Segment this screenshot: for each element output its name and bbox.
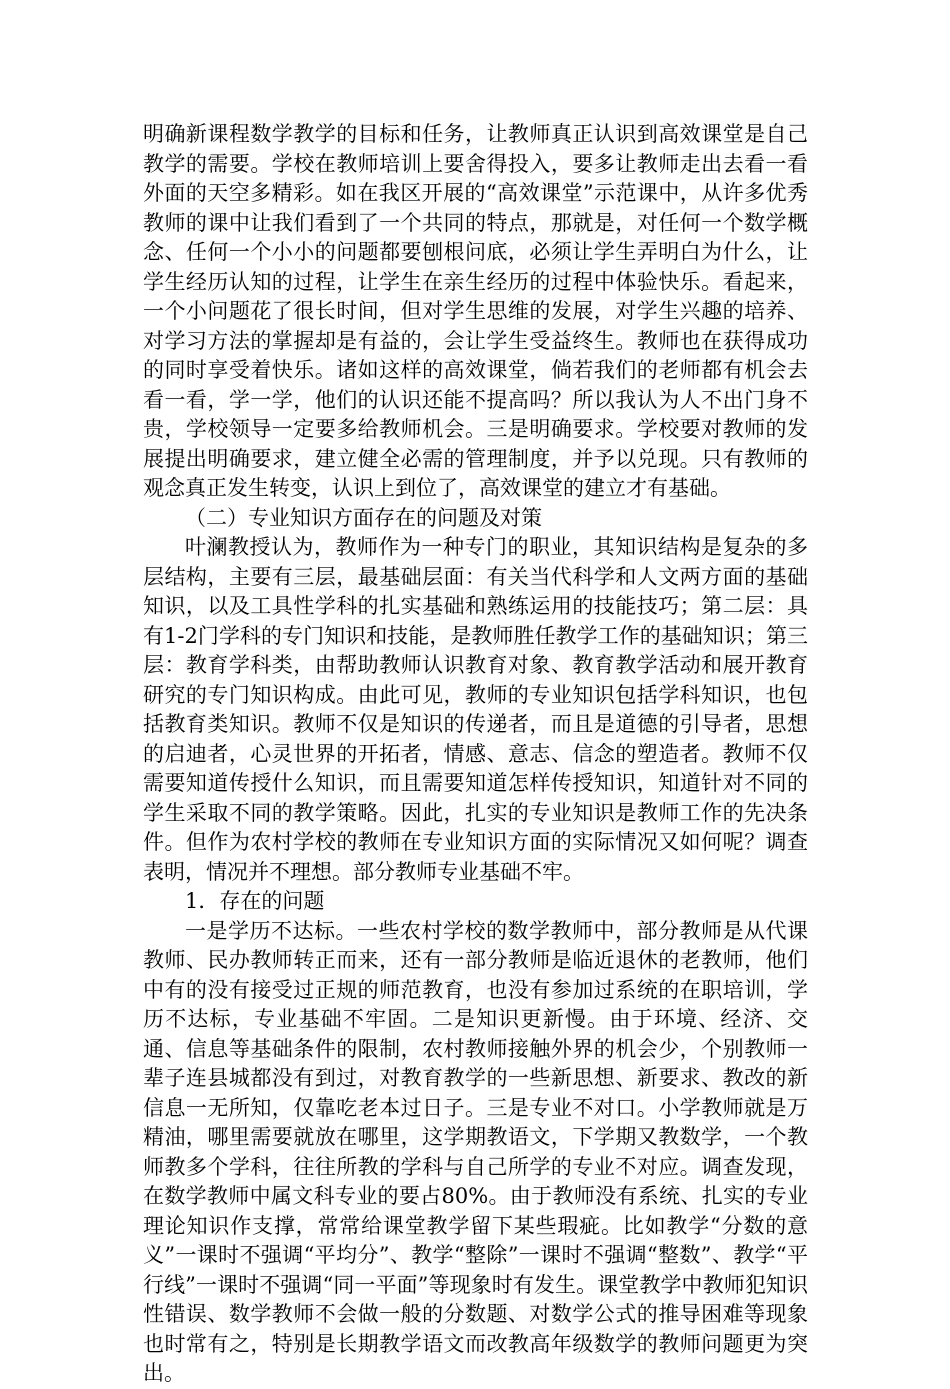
subsection-heading: 1．存在的问题 bbox=[185, 889, 325, 913]
section-heading: （二）专业知识方面存在的问题及对策 bbox=[185, 505, 542, 530]
body-paragraph: 一是学历不达标。一些农村学校的数学教师中，部分教师是从代课教师、民办教师转正而来，还有一部分教师是临近退休的老教师，他们中有的没有接受过正规的师范教育，也没有参加过系统的在职培训，学历不达标，专业基础不牢固。二是知识更新慢。由于环境、经济、交通、信息等基础条件的限制，农村教师接触外界的机会少，个别教师一辈子连县城都没有到过，对教育教学的一些新思想、新要求、教改的新信息一无所知，仅靠吃老本过日子。三是专业不对口。小学教师就是万精油，哪里需要就放在哪里，这学期教语文，下学期又教数学，一个教师教多个学科，往往所教的学科与自己所学的专业不对应。调查发现，在数学教师中属文科专业的要占80%。由于教师没有系统、扎实的专业理论知识作支撑，常常给课堂教学留下某些瑕疵。比如教学“分数的意义”一课时不强调“平均分”、教学“整除”一课时不强调“整数”、教学“平行线”一课时不强调“同一平面”等现象时有发生。课堂教学中教师犯知识性错误、数学教师不会做一般的分数题、对数学公式的推导困难等现象也时常有之，特别是长期教学语文而改教高年级数学的教师问题更为突出。 bbox=[143, 918, 808, 1385]
body-paragraph: 叶澜教授认为，教师作为一种专门的职业，其知识结构是复杂的多层结构，主要有三层，最基础层面：有关当代科学和人文两方面的基础知识，以及工具性学科的扎实基础和熟练运用的技能技巧；第二层：具有1-2门学科的专门知识和技能，是教师胜任教学工作的基础知识；第三层：教育学科类，由帮助教师认识教育对象、教育教学活动和展开教育研究的专门知识构成。由此可见，教师的专业知识包括学科知识，也包括教育类知识。教师不仅是知识的传递者，而且是道德的引导者，思想的启迪者，心灵世界的开拓者，情感、意志、信念的塑造者。教师不仅需要知道传授什么知识，而且需要知道怎样传授知识，知道针对不同的学生采取不同的教学策略。因此，扎实的专业知识是教师工作的先决条件。但作为农村学校的教师在专业知识方面的实际情况又如何呢？调查表明，情况并不理想。部分教师专业基础不牢。 bbox=[143, 535, 808, 884]
document-body bbox=[143, 120, 808, 1389]
body-paragraph: 明确新课程数学教学的目标和任务，让教师真正认识到高效课堂是自己教学的需要。学校在教师培训上要舍得投入，要多让教师走出去看一看外面的天空多精彩。如在我区开展的“高效课堂”示范课中，从许多优秀教师的课中让我们看到了一个共同的特点，那就是，对任何一个数学概念、任何一个小小的问题都要刨根问底，必须让学生弄明白为什么，让学生经历认知的过程，让学生在亲生经历的过程中体验快乐。看起来，一个小问题花了很长时间，但对学生思维的发展，对学生兴趣的培养、对学习方法的掌握却是有益的，会让学生受益终生。教师也在获得成功的同时享受着快乐。诸如这样的高效课堂，倘若我们的老师都有机会去看一看，学一学，他们的认识还能不提高吗？所以我认为人不出门身不贵，学校领导一定要多给教师机会。三是明确要求。学校要对教师的发展提出明确要求，建立健全必需的管理制度，并予以兑现。只有教师的观念真正发生转变，认识上到位了，高效课堂的建立才有基础。 bbox=[143, 122, 808, 500]
